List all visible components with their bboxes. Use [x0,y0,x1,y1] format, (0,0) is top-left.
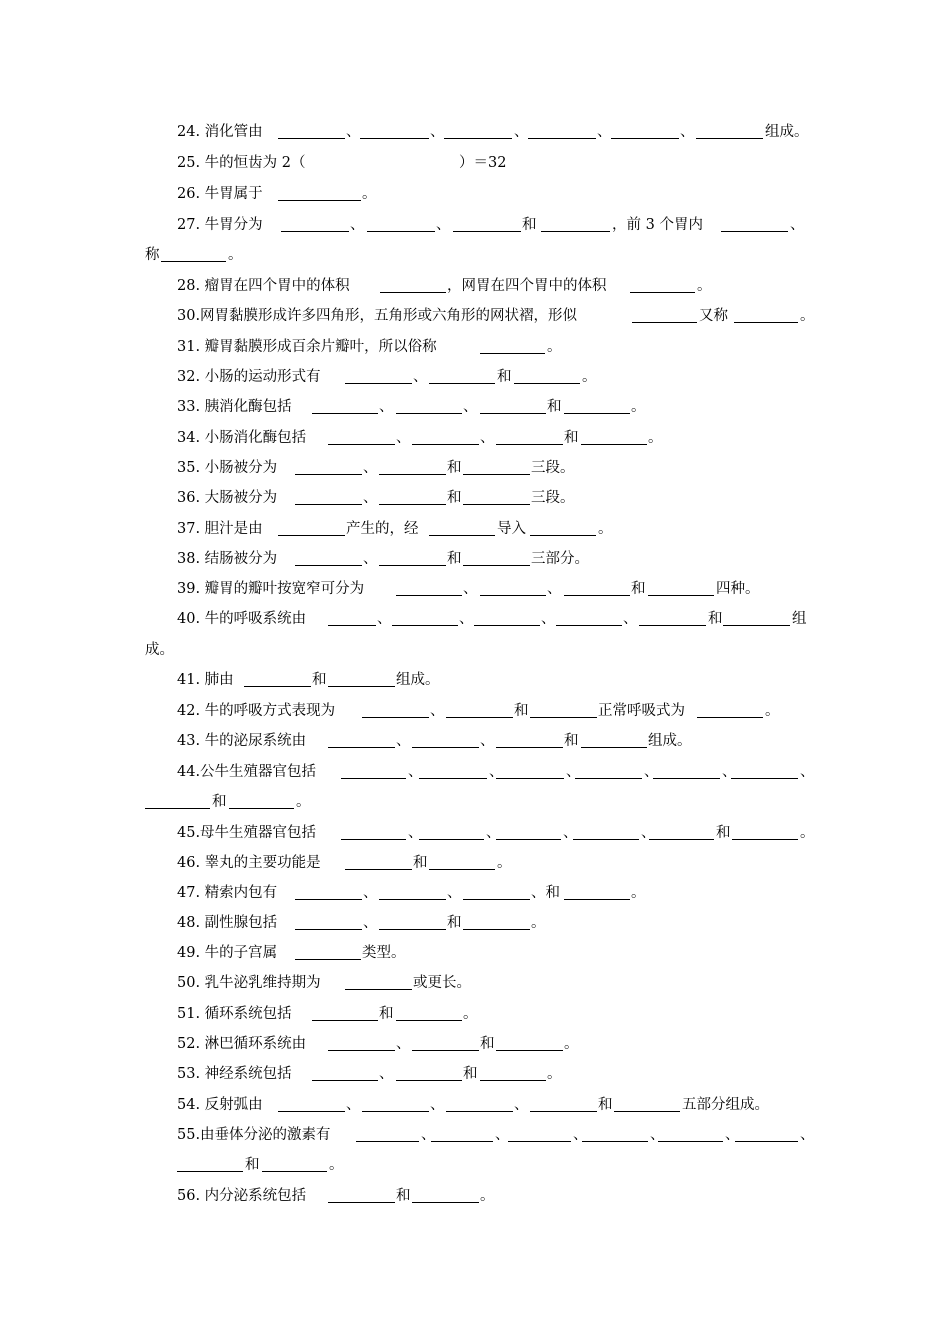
question-text: 27. 牛胃分为 [177,217,263,233]
answer-blank[interactable] [582,1141,648,1142]
answer-blank[interactable] [697,717,763,718]
question-text: 组成。 [765,124,809,140]
question-text: 。 [631,399,646,415]
question-text: 24. 消化管由 [177,124,263,140]
question-text: 48. 副性腺包括 [177,915,278,931]
question-text: 和 [598,1097,613,1113]
question-text: 、 [363,885,378,901]
answer-blank[interactable] [632,322,697,323]
question-text: 、 [573,1127,588,1143]
answer-blank[interactable] [530,717,597,718]
question-text: 45.母牛生殖器官包括 [177,825,317,841]
question-text: 。 [631,885,646,901]
answer-blank[interactable] [295,565,362,566]
answer-blank[interactable] [328,1202,395,1203]
question-text: 、 [363,490,378,506]
question-text: 、 [480,430,495,446]
question-text: 、 [650,1127,665,1143]
question-text: 。 [463,1006,478,1022]
answer-blank[interactable] [653,778,720,779]
question-text: 三段。 [531,490,575,506]
answer-blank[interactable] [696,138,763,139]
answer-blank[interactable] [614,1111,680,1112]
answer-blank[interactable] [429,535,495,536]
question-text: 又称 [699,308,728,324]
answer-blank[interactable] [412,747,479,748]
answer-blank[interactable] [396,1020,462,1021]
answer-blank[interactable] [295,929,362,930]
answer-blank[interactable] [392,625,458,626]
answer-blank[interactable] [145,808,210,809]
answer-blank[interactable] [463,504,530,505]
answer-blank[interactable] [412,1050,479,1051]
question-text: 、 [680,124,695,140]
answer-blank[interactable] [463,565,530,566]
answer-blank[interactable] [463,899,530,900]
answer-blank[interactable] [278,1111,345,1112]
answer-blank[interactable] [412,1202,479,1203]
question-text: 称 [145,247,160,263]
question-text: 、 [495,1127,510,1143]
answer-blank[interactable] [295,474,362,475]
question-text: 33. 胰消化酶包括 [177,399,292,415]
question-text: 和 [447,460,462,476]
answer-blank[interactable] [396,1080,462,1081]
answer-blank[interactable] [480,413,546,414]
question-text: 。 [329,1157,344,1173]
answer-blank[interactable] [528,138,596,139]
answer-blank[interactable] [444,138,512,139]
question-text: 31. 瓣胃黏膜形成百余片瓣叶，所以俗称 [177,339,437,355]
question-text: 46. 睾丸的主要功能是 [177,855,321,871]
answer-blank[interactable] [295,899,362,900]
question-text: 和 [631,581,646,597]
answer-blank[interactable] [453,231,521,232]
question-text: 32. 小肠的运动形式有 [177,369,321,385]
answer-blank[interactable] [345,383,412,384]
question-text: 、 [800,1127,815,1143]
answer-blank[interactable] [530,1111,597,1112]
answer-blank[interactable] [281,231,349,232]
question-text: 五部分组成。 [682,1097,769,1113]
question-text: 或更长。 [413,975,471,991]
question-text: 49. 牛的子宫属 [177,945,278,961]
question-text: 40. 牛的呼吸系统由 [177,611,307,627]
answer-blank[interactable] [341,839,406,840]
question-text: 。 [296,794,311,810]
question-text: 、 [514,124,529,140]
answer-blank[interactable] [723,625,790,626]
answer-blank[interactable] [396,413,462,414]
answer-blank[interactable] [649,839,714,840]
question-text: 52. 淋巴循环系统由 [177,1036,307,1052]
question-text: 、 [722,764,737,780]
question-text: 、 [447,885,462,901]
answer-blank[interactable] [581,444,647,445]
answer-blank[interactable] [312,1080,378,1081]
answer-blank[interactable] [480,1080,546,1081]
question-text: 、 [547,581,562,597]
question-text: 50. 乳牛泌乳维持期为 [177,975,321,991]
answer-blank[interactable] [345,869,412,870]
question-text: 、 [377,611,392,627]
question-text: 、 [790,217,805,233]
question-text: 、 [566,764,581,780]
question-text: 47. 精索内包有 [177,885,278,901]
question-text: 。 [564,1036,579,1052]
question-text: 、 [379,399,394,415]
question-text: 。 [547,1066,562,1082]
question-text: 。 [582,369,597,385]
answer-blank[interactable] [328,444,395,445]
question-text: 、 [413,369,428,385]
question-text: 。 [547,339,562,355]
question-text: 、 [350,217,365,233]
question-text: 51. 循环系统包括 [177,1006,292,1022]
answer-blank[interactable] [463,929,530,930]
question-text: 34. 小肠消化酶包括 [177,430,307,446]
question-text: 、 [480,733,495,749]
answer-blank[interactable] [573,839,639,840]
answer-blank[interactable] [379,899,446,900]
answer-blank[interactable] [367,231,435,232]
question-text: 、 [463,399,478,415]
question-text: 、 [436,217,451,233]
answer-blank[interactable] [328,1050,395,1051]
question-text: 、 [459,611,474,627]
answer-blank[interactable] [328,686,395,687]
question-text: 、 [346,1097,361,1113]
question-text: 39. 瓣胃的瓣叶按宽窄可分为 [177,581,365,597]
answer-blank[interactable] [556,625,622,626]
answer-blank[interactable] [496,839,561,840]
answer-blank[interactable] [380,292,446,293]
answer-blank[interactable] [480,595,546,596]
question-text: ）＝32 [459,155,507,171]
answer-blank[interactable] [278,138,345,139]
answer-blank[interactable] [177,1171,243,1172]
question-text: 26. 牛胃属于 [177,186,263,202]
question-text: 、 [597,124,612,140]
question-text: 成。 [145,642,174,658]
answer-blank[interactable] [229,808,294,809]
question-text: 37. 胆汁是由 [177,521,263,537]
question-text: 56. 内分泌系统包括 [177,1188,307,1204]
question-text: 、 [363,551,378,567]
question-text: 。 [800,308,815,324]
question-text: 和 [447,490,462,506]
answer-blank[interactable] [611,138,679,139]
answer-blank[interactable] [379,504,446,505]
question-text: 。 [800,825,815,841]
answer-blank[interactable] [658,1141,723,1142]
question-text: 、 [644,764,659,780]
answer-blank[interactable] [419,778,487,779]
answer-blank[interactable] [463,474,530,475]
question-text: ，网胃在四个胃中的体积 [447,278,607,294]
question-text: 、 [800,764,815,780]
question-text: 、 [363,460,378,476]
answer-blank[interactable] [278,200,361,201]
answer-blank[interactable] [514,383,580,384]
question-text: 和 [480,1036,495,1052]
answer-blank[interactable] [581,747,647,748]
question-text: 、和 [531,885,560,901]
question-text: 和 [497,369,512,385]
answer-blank[interactable] [278,535,345,536]
question-text: 和 [708,611,723,627]
question-text: 和 [379,1006,394,1022]
question-text: 。 [497,855,512,871]
answer-blank[interactable] [564,413,630,414]
question-text: 。 [697,278,712,294]
question-text: 54. 反射弧由 [177,1097,263,1113]
question-text: 和 [564,430,579,446]
question-text: 、 [623,611,638,627]
question-text: 、 [489,764,504,780]
question-text: 和 [312,672,327,688]
question-text: 36. 大肠被分为 [177,490,278,506]
question-text: 、 [725,1127,740,1143]
question-text: 正常呼吸式为 [598,703,685,719]
question-text: 42. 牛的呼吸方式表现为 [177,703,336,719]
question-text: 和 [413,855,428,871]
answer-blank[interactable] [379,565,446,566]
answer-blank[interactable] [496,444,563,445]
question-text: 三段。 [531,460,575,476]
answer-blank[interactable] [480,353,545,354]
answer-blank[interactable] [732,839,798,840]
question-text: 、 [396,1036,411,1052]
question-text: 、 [396,430,411,446]
answer-blank[interactable] [508,1141,571,1142]
question-text: 组 [792,611,807,627]
answer-blank[interactable] [564,595,630,596]
question-text: 41. 肺由 [177,672,234,688]
question-text: 43. 牛的泌尿系统由 [177,733,307,749]
question-text: 、 [563,825,578,841]
question-text: 、 [430,1097,445,1113]
question-text: 和 [514,703,529,719]
question-text: 25. 牛的恒齿为 2（ [177,155,306,171]
answer-blank[interactable] [328,625,376,626]
answer-blank[interactable] [356,1141,419,1142]
question-text: 。 [598,521,613,537]
question-text: 、 [408,825,423,841]
question-text: 和 [564,733,579,749]
question-text: 、 [463,581,478,597]
answer-blank[interactable] [262,1171,327,1172]
answer-blank[interactable] [731,778,798,779]
answer-blank[interactable] [630,292,695,293]
answer-blank[interactable] [312,413,378,414]
question-text: 。 [228,247,243,263]
question-text: 和 [212,794,227,810]
question-text: 导入 [497,521,526,537]
question-text: 30.网胃黏膜形成许多四角形，五角形或六角形的网状褶，形似 [177,308,578,324]
question-text: 38. 结肠被分为 [177,551,278,567]
answer-blank[interactable] [431,1141,493,1142]
question-text: 和 [716,825,731,841]
question-text: 和 [245,1157,260,1173]
question-text: 、 [430,124,445,140]
answer-blank[interactable] [295,504,362,505]
question-text: 、 [430,703,445,719]
answer-blank[interactable] [419,839,484,840]
question-text: 、 [641,825,656,841]
question-text: 、 [514,1097,529,1113]
answer-blank[interactable] [362,717,429,718]
answer-blank[interactable] [345,989,412,990]
question-text: 和 [447,915,462,931]
question-text: 和 [547,399,562,415]
answer-blank[interactable] [429,383,495,384]
question-text: 35. 小肠被分为 [177,460,278,476]
question-text: 。 [480,1188,495,1204]
question-text: 。 [765,703,780,719]
answer-blank[interactable] [734,322,798,323]
answer-blank[interactable] [564,899,630,900]
answer-blank[interactable] [161,261,226,262]
answer-blank[interactable] [496,747,563,748]
answer-blank[interactable] [328,747,395,748]
question-text: 、 [346,124,361,140]
question-text: 四种。 [716,581,760,597]
question-text: 。 [648,430,663,446]
question-text: 、 [396,733,411,749]
answer-blank[interactable] [496,778,564,779]
answer-blank[interactable] [396,595,462,596]
answer-blank[interactable] [429,869,495,870]
question-text: 、 [379,1066,394,1082]
question-text: 。 [531,915,546,931]
answer-blank[interactable] [575,778,642,779]
question-text: ，前 3 个胃内 [612,217,703,233]
answer-blank[interactable] [530,535,596,536]
question-text: 组成。 [396,672,440,688]
question-text: 。 [362,186,377,202]
answer-blank[interactable] [735,1141,798,1142]
answer-blank[interactable] [362,1111,429,1112]
question-text: 三部分。 [531,551,589,567]
question-text: 55.由垂体分泌的激素有 [177,1127,331,1143]
answer-blank[interactable] [412,444,479,445]
answer-blank[interactable] [312,1020,378,1021]
question-text: 、 [541,611,556,627]
answer-blank[interactable] [446,1111,513,1112]
question-text: 和 [447,551,462,567]
question-text: 和 [463,1066,478,1082]
answer-blank[interactable] [474,625,540,626]
question-text: 53. 神经系统包括 [177,1066,292,1082]
answer-blank[interactable] [639,625,706,626]
question-text: 类型。 [362,945,406,961]
question-text: 、 [363,915,378,931]
question-text: 28. 瘤胃在四个胃中的体积 [177,278,350,294]
question-text: 、 [408,764,423,780]
answer-blank[interactable] [721,231,788,232]
answer-blank[interactable] [379,929,446,930]
answer-blank[interactable] [341,778,406,779]
question-text: 组成。 [648,733,692,749]
answer-blank[interactable] [379,474,446,475]
question-text: 44.公牛生殖器官包括 [177,764,317,780]
question-text: 和 [522,217,537,233]
answer-blank[interactable] [295,959,361,960]
answer-blank[interactable] [541,231,610,232]
question-text: 、 [421,1127,436,1143]
answer-blank[interactable] [648,595,714,596]
answer-blank[interactable] [446,717,513,718]
answer-blank[interactable] [244,686,311,687]
question-text: 、 [486,825,501,841]
question-text: 和 [396,1188,411,1204]
answer-blank[interactable] [360,138,429,139]
answer-blank[interactable] [496,1050,563,1051]
question-text: 产生的，经 [346,521,419,537]
